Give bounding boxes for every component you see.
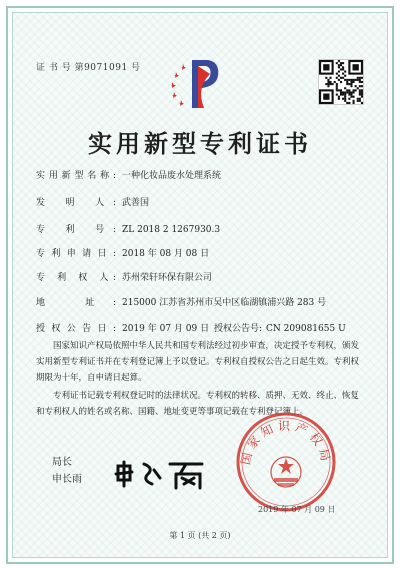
patent-number-row bbox=[36, 222, 220, 235]
utility-model-name-row bbox=[36, 168, 221, 181]
patentee-label: 专 利 权 人: bbox=[36, 273, 116, 283]
signature-icon bbox=[110, 452, 230, 492]
filing-date-label: 专利申请日: bbox=[36, 249, 116, 259]
patentee-row bbox=[36, 270, 212, 283]
grant-date-value: 2019 年 07 月 09 日 bbox=[122, 324, 210, 334]
director-title: 局长 bbox=[52, 457, 72, 468]
grant-number-row bbox=[214, 321, 346, 334]
director-name: 申长雨 bbox=[52, 474, 82, 485]
grant-number-label: 授权公告号: bbox=[214, 324, 263, 334]
filing-date-row bbox=[36, 246, 209, 259]
utility-model-name-label: 实用新型名称: bbox=[36, 171, 116, 181]
certificate-number: 证 书 号 第9071091 号 bbox=[36, 63, 141, 73]
qr-code-icon bbox=[318, 59, 364, 105]
legal-status-paragraph: 专利证书记载专利权登记时的法律状况。专利权的转移、质押、无效、终止、恢复和专利权人的姓名或名称、国籍、地址变更等事项记载在专利登记簿上。 bbox=[36, 391, 360, 417]
grant-date-label: 授权公告日: bbox=[36, 324, 116, 334]
patentee-value: 苏州荣轩环保有限公司 bbox=[122, 273, 213, 283]
address-label: 地 址: bbox=[36, 298, 116, 308]
page-number: 第 1 页 (共 2 页) bbox=[169, 531, 231, 540]
inventor-value: 武善国 bbox=[122, 198, 150, 208]
inventor-row bbox=[36, 195, 149, 208]
official-seal-icon bbox=[234, 410, 338, 514]
address-value: 215000 江苏省苏州市吴中区临湖镇浦兴路 283 号 bbox=[122, 298, 327, 308]
address-row bbox=[36, 295, 326, 308]
sipo-emblem-icon bbox=[168, 52, 230, 112]
filing-date-value: 2018 年 08 月 08 日 bbox=[122, 249, 210, 259]
patent-number-value: ZL 2018 2 1267930.3 bbox=[122, 225, 221, 235]
grant-date-row bbox=[36, 321, 209, 334]
grant-number-value: CN 209081655 U bbox=[266, 324, 346, 334]
director-block bbox=[52, 454, 82, 488]
utility-model-name-value: 一种化妆品废水处理系统 bbox=[122, 171, 222, 181]
seal-text: 国家知识产权局 bbox=[238, 419, 334, 467]
inventor-label: 发 明 人: bbox=[36, 198, 116, 208]
seal-date: 2019 年 07 月 09 日 bbox=[258, 505, 336, 514]
grant-statement-paragraph: 国家知识产权局依照中华人民共和国专利法经过初步审查，决定授予专利权，颁发实用新型专利证书并在专利登记簿上予以登记。专利权自授权公告之日起生效。专利权期限为十年，自申请日起算。 bbox=[36, 341, 360, 383]
patent-number-label: 专 利 号: bbox=[36, 225, 116, 235]
certificate-title: 实用新型专利证书 bbox=[88, 129, 312, 158]
